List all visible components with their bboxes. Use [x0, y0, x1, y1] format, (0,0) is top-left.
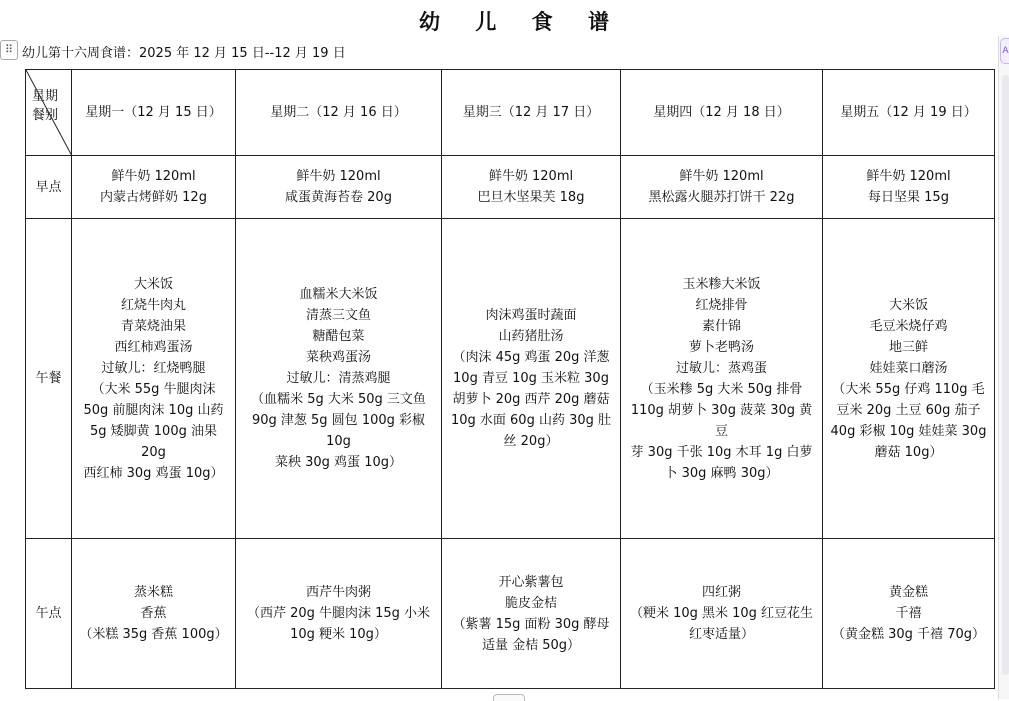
menu-line: 豆米 20g 土豆 60g 茄子 [836, 402, 981, 418]
menu-line: 娃娃菜口蘑汤 [869, 360, 948, 376]
menu-line: 开心紫薯包 [498, 574, 564, 590]
menu-line: 黑松露火腿苏打饼干 22g [648, 190, 795, 205]
menu-line: （西芹 20g 牛腿肉沫 15g 小米 [246, 606, 431, 621]
side-panel-tab-icon[interactable]: A [1000, 38, 1009, 64]
menu-line: 50g 前腿肉沫 10g 山药 [83, 402, 224, 418]
menu-line: 110g 胡萝卜 30g 菠菜 30g 黄豆 [630, 402, 813, 439]
menu-line: 素什锦 [701, 318, 741, 334]
menu-line: （粳米 10g 黑米 10g 红豆花生 [629, 606, 814, 621]
menu-line: 糖醋包菜 [312, 329, 365, 344]
corner-weekday-label: 星期 [32, 89, 59, 104]
menu-line: 90g 津葱 5g 圆包 100g 彩椒 10g [251, 413, 426, 449]
day-header-fri: 星期五（12 月 19 日） [823, 70, 995, 156]
menu-line: 红烧排骨 [695, 297, 748, 313]
menu-line: 胡萝卜 20g 西芹 20g 蘑菇 [452, 392, 610, 407]
meal-cell [621, 539, 823, 689]
menu-line: 西芹牛肉粥 [305, 585, 371, 600]
menu-line: 毛豆米烧仔鸡 [869, 318, 948, 334]
menu-line: （黄金糕 30g 千禧 70g） [832, 627, 985, 642]
menu-line: 红烧牛肉丸 [120, 297, 186, 313]
menu-line: 10g 粳米 10g） [290, 627, 387, 642]
menu-line: 蘑菇 10g） [874, 444, 943, 460]
meal-cell [442, 219, 621, 539]
menu-line: 清蒸三文鱼 [305, 308, 371, 323]
menu-line: 黄金糕 [888, 585, 928, 600]
day-header-tue: 星期二（12 月 16 日） [236, 70, 442, 156]
menu-line: 鲜牛奶 120ml [866, 169, 951, 184]
menu-line: 鲜牛奶 120ml [296, 169, 381, 184]
corner-meal-label: 餐别 [32, 108, 59, 123]
menu-line: 萝卜老鸭汤 [688, 339, 754, 355]
menu-line: 蒸米糕 [133, 585, 173, 600]
meal-cell [621, 156, 823, 219]
menu-line: 菜秧鸡蛋汤 [305, 350, 371, 365]
menu-line: 脆皮金桔 [504, 595, 557, 611]
menu-line: 巴旦木坚果芙 18g [477, 190, 585, 205]
menu-line: 血糯米大米饭 [299, 287, 378, 302]
menu-line: 千禧 [895, 606, 922, 621]
drag-handle-icon[interactable]: ⠿ [0, 40, 18, 60]
menu-line: 丝 20g） [503, 434, 559, 449]
menu-line: （大米 55g 牛腿肉沫 [91, 381, 216, 397]
meal-cell [621, 219, 823, 539]
meal-cell [72, 156, 236, 219]
menu-line: 过敏儿：蒸鸡蛋 [675, 360, 767, 376]
meal-label-lunch: 午餐 [26, 219, 72, 539]
meal-cell [823, 539, 995, 689]
day-header-mon: 星期一（12 月 15 日） [72, 70, 236, 156]
menu-line: 山药猪肚汤 [498, 329, 564, 344]
breakfast-row [26, 156, 995, 219]
header-row [26, 70, 995, 156]
menu-subtitle: 幼儿第十六周食谱：2025 年 12 月 15 日--12 月 19 日 [22, 46, 346, 61]
meal-cell [236, 156, 442, 219]
menu-line: 过敏儿：清蒸鸡腿 [286, 371, 391, 386]
menu-line: 适量 金桔 50g） [481, 637, 581, 653]
menu-line: 大米饭 [133, 276, 173, 292]
meal-cell [72, 539, 236, 689]
day-header-wed: 星期三（12 月 17 日） [442, 70, 621, 156]
menu-line: 大米饭 [888, 297, 928, 313]
menu-line: 咸蛋黄海苔卷 20g [285, 190, 392, 205]
meal-cell [442, 539, 621, 689]
meal-cell [72, 219, 236, 539]
meal-cell [236, 539, 442, 689]
meal-cell [442, 156, 621, 219]
menu-line: 地三鲜 [888, 339, 928, 355]
menu-line: 玉米糁大米饭 [682, 276, 761, 292]
menu-line: （大米 55g 仔鸡 110g 毛 [832, 381, 985, 397]
menu-line: （米糕 35g 香蕉 100g） [79, 627, 228, 642]
menu-line: 红枣适量） [688, 627, 754, 642]
menu-line: 西红柿鸡蛋汤 [114, 339, 193, 355]
side-scroll-thumb[interactable] [1002, 75, 1009, 675]
menu-line: 5g 矮脚黄 100g 油果 20g [90, 423, 217, 460]
menu-line: 每日坚果 15g [868, 190, 949, 205]
corner-cell [26, 70, 72, 156]
menu-line: 过敏儿：红烧鸭腿 [101, 360, 206, 376]
menu-line: 四红粥 [701, 585, 741, 600]
menu-line: （肉沫 45g 鸡蛋 20g 洋葱 [452, 350, 610, 365]
page-title: 幼 儿 食 谱 [419, 10, 623, 34]
menu-line: 内蒙古烤鲜奶 12g [100, 190, 207, 205]
menu-line: （紫薯 15g 面粉 30g 酵母 [452, 616, 610, 632]
meal-label-snack: 午点 [26, 539, 72, 689]
menu-line: 青菜烧油果 [120, 318, 186, 334]
menu-line: 香蕉 [140, 606, 167, 621]
menu-table [25, 69, 995, 689]
day-header-thu: 星期四（12 月 18 日） [621, 70, 823, 156]
menu-line: 40g 彩椒 10g 娃娃菜 30g [830, 423, 987, 439]
menu-line: 鲜牛奶 120ml [111, 169, 196, 184]
menu-line: 西红柿 30g 鸡蛋 10g） [83, 465, 224, 481]
meal-cell [823, 219, 995, 539]
menu-line: 鲜牛奶 120ml [488, 169, 574, 184]
menu-line: （玉米糁 5g 大米 50g 排骨 [640, 381, 803, 397]
meal-cell [236, 219, 442, 539]
menu-line: 芽 30g 千张 10g 木耳 1g 白萝 [630, 444, 813, 460]
snack-row [26, 539, 995, 689]
menu-line: 肉沫鸡蛋时蔬面 [485, 308, 577, 323]
lunch-row [26, 219, 995, 539]
bottom-toolbar-tab[interactable] [493, 694, 525, 701]
menu-line: 卜 30g 麻鸭 30g） [664, 465, 779, 481]
menu-line: 10g 水面 60g 山药 30g 肚 [450, 413, 612, 428]
menu-line: 鲜牛奶 120ml [679, 169, 764, 184]
menu-line: （血糯米 5g 大米 50g 三文鱼 [251, 392, 426, 407]
menu-line: 菜秧 30g 鸡蛋 10g） [275, 455, 402, 470]
meal-cell [823, 156, 995, 219]
meal-label-breakfast: 早点 [26, 156, 72, 219]
menu-line: 10g 青豆 10g 玉米粒 30g [453, 371, 609, 386]
